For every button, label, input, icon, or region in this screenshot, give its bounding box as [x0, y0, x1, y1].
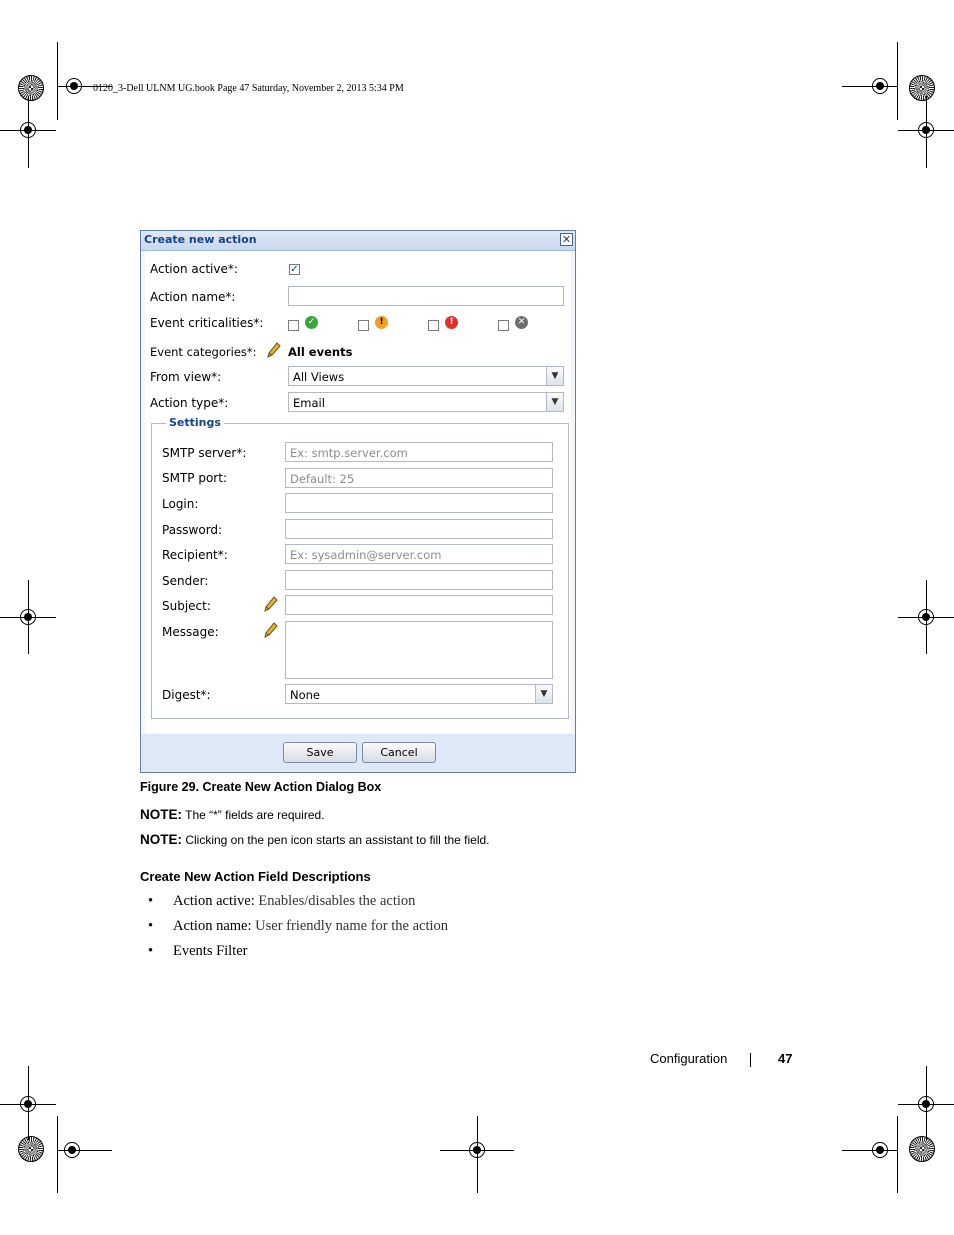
criticality-error-checkbox[interactable]: [428, 320, 439, 331]
pen-icon[interactable]: [264, 596, 278, 612]
subject-label: Subject:: [162, 599, 211, 613]
digest-label: Digest*:: [162, 688, 211, 702]
action-active-label: Action active*:: [150, 262, 238, 276]
create-action-dialog: [140, 230, 576, 773]
from-view-select[interactable]: [288, 366, 564, 386]
section-heading: Create New Action Field Descriptions: [140, 869, 371, 884]
settings-fieldset: [151, 416, 569, 719]
footer-divider: [750, 1053, 751, 1067]
registration-wheel-icon: [18, 1136, 44, 1162]
figure-caption: Figure 29. Create New Action Dialog Box: [140, 780, 382, 794]
criticality-ok-checkbox[interactable]: [288, 320, 299, 331]
message-label: Message:: [162, 625, 219, 639]
note-pen-icon: [140, 832, 490, 847]
registration-target-icon: [20, 1096, 36, 1112]
password-input[interactable]: [285, 519, 553, 539]
action-type-value: Email: [293, 396, 325, 410]
cancel-button[interactable]: Cancel: [362, 742, 436, 763]
event-criticalities-label: Event criticalities*:: [150, 316, 264, 330]
sender-input[interactable]: [285, 570, 553, 590]
digest-value: None: [290, 688, 321, 702]
registration-target-icon: [20, 609, 36, 625]
crop-mark: [57, 42, 58, 120]
sender-label: Sender:: [162, 574, 209, 588]
action-name-input[interactable]: [288, 286, 564, 306]
smtp-port-input[interactable]: Default: 25: [285, 468, 553, 488]
registration-target-icon: [872, 78, 888, 94]
warning-icon: !: [375, 316, 388, 329]
action-active-checkbox[interactable]: ✓: [290, 264, 299, 275]
list-item: • Events Filter: [148, 943, 248, 959]
subject-input[interactable]: [285, 595, 553, 615]
registration-target-icon: [20, 122, 36, 138]
registration-target-icon: [872, 1142, 888, 1158]
note-label: NOTE:: [140, 807, 182, 822]
list-item: • Action active: Enables/disables the action: [148, 893, 416, 909]
recipient-label: Recipient*:: [162, 548, 228, 562]
bullet-term: Action active:: [173, 893, 255, 909]
registration-wheel-icon: [18, 75, 44, 101]
login-label: Login:: [162, 497, 199, 511]
registration-target-icon: [918, 609, 934, 625]
crop-mark: [897, 42, 898, 120]
digest-select[interactable]: [285, 684, 553, 704]
dialog-titlebar: [141, 231, 575, 251]
page-number: 47: [778, 1051, 793, 1066]
note-text: The “*” fields are required.: [182, 808, 325, 822]
bullet-term: Events Filter: [173, 943, 248, 959]
event-categories-label: Event categories*:: [150, 345, 257, 359]
close-icon[interactable]: ✕: [561, 233, 572, 246]
crop-mark: [57, 1116, 58, 1193]
note-required: [140, 807, 325, 822]
registration-target-icon: [66, 78, 82, 94]
smtp-server-input[interactable]: Ex: smtp.server.com: [285, 442, 553, 462]
bullet-term: Action name:: [173, 918, 252, 934]
settings-legend: Settings: [166, 416, 224, 429]
dialog-body: [145, 251, 571, 733]
registration-target-icon: [64, 1142, 80, 1158]
crop-mark: [842, 1150, 897, 1151]
chevron-down-icon[interactable]: ▼: [546, 393, 563, 411]
note-text: Clicking on the pen icon starts an assistant to fill the field.: [182, 833, 490, 847]
error-icon: !: [445, 316, 458, 329]
dialog-title: Create new action: [144, 233, 257, 246]
smtp-server-label: SMTP server*:: [162, 446, 247, 460]
registration-target-icon: [469, 1142, 485, 1158]
event-categories-value: All events: [288, 345, 353, 359]
chevron-down-icon[interactable]: ▼: [546, 367, 563, 385]
dialog-footer: [141, 734, 575, 772]
unknown-icon: ✕: [515, 316, 528, 329]
action-name-label: Action name*:: [150, 290, 236, 304]
criticality-unknown-checkbox[interactable]: [498, 320, 509, 331]
crop-mark: [842, 86, 897, 87]
note-label: NOTE:: [140, 832, 182, 847]
crop-mark: [897, 1116, 898, 1193]
recipient-input[interactable]: Ex: sysadmin@server.com: [285, 544, 553, 564]
registration-wheel-icon: [909, 1136, 935, 1162]
criticality-warning-checkbox[interactable]: [358, 320, 369, 331]
action-type-label: Action type*:: [150, 396, 229, 410]
login-input[interactable]: [285, 493, 553, 513]
message-textarea[interactable]: [285, 621, 553, 679]
action-type-select[interactable]: [288, 392, 564, 412]
password-label: Password:: [162, 523, 223, 537]
chevron-down-icon[interactable]: ▼: [535, 685, 552, 703]
footer-section: Configuration: [650, 1051, 728, 1066]
bullet-desc: Enables/disables the action: [254, 893, 416, 909]
list-item: • Action name: User friendly name for the action: [148, 918, 449, 934]
registration-wheel-icon: [909, 75, 935, 101]
pen-icon[interactable]: [264, 622, 278, 638]
registration-target-icon: [918, 1096, 934, 1112]
pen-icon[interactable]: [267, 342, 281, 358]
from-view-label: From view*:: [150, 370, 222, 384]
save-button[interactable]: Save: [283, 742, 357, 763]
bullet-desc: User friendly name for the action: [251, 918, 449, 934]
smtp-port-label: SMTP port:: [162, 471, 227, 485]
print-slug: 0120_3-Dell ULNM UG.book Page 47 Saturday, November 2, 2013 5:34 PM: [93, 83, 404, 94]
ok-icon: ✓: [305, 316, 318, 329]
from-view-value: All Views: [293, 370, 345, 384]
registration-target-icon: [918, 122, 934, 138]
